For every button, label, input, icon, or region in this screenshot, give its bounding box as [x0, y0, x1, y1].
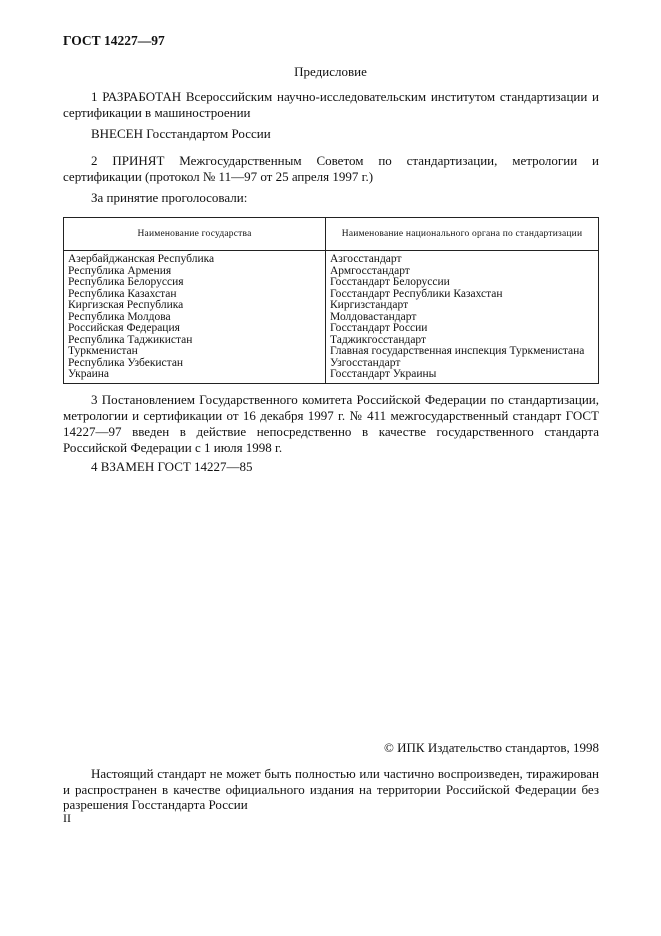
document-code: ГОСТ 14227—97 [63, 33, 165, 48]
column-header-national-body: Наименование национального органа по стандартизации [326, 218, 599, 251]
national-body-cell: Узгосстандарт [326, 358, 599, 370]
table-row [64, 369, 599, 383]
page-number: II [63, 811, 71, 825]
state-cell: Туркменистан [64, 346, 326, 358]
column-header-state: Наименование государства [64, 218, 326, 251]
table-row [64, 277, 599, 289]
paragraph-replaces: 4 ВЗАМЕН ГОСТ 14227—85 [91, 459, 253, 474]
national-body-cell: Армгосстандарт [326, 266, 599, 278]
national-body-cell: Таджикгосстандарт [326, 335, 599, 347]
national-body-cell: Главная государственная инспекция Туркменистана [326, 346, 599, 358]
national-body-cell: Госстандарт Республики Казахстан [326, 289, 599, 301]
paragraph-adopted-by: 2 ПРИНЯТ Межгосударственным Советом по стандартизации, метрологии и сертификации (протокол № 11—97 от 25 апреля 1997 г.) [63, 153, 599, 184]
state-cell: Республика Таджикистан [64, 335, 326, 347]
national-body-cell: Азгосстандарт [326, 251, 599, 266]
copyright-notice: © ИПК Издательство стандартов, 1998 [384, 740, 599, 755]
table-row [64, 251, 599, 266]
foreword-title: Предисловие [294, 64, 367, 79]
table-header-row [64, 218, 599, 251]
national-body-cell: Киргизстандарт [326, 300, 599, 312]
national-body-cell: Госстандарт Белоруссии [326, 277, 599, 289]
paragraph-introduced-by: ВНЕСЕН Госстандартом России [91, 126, 271, 141]
reproduction-notice: Настоящий стандарт не может быть полностью или частично воспроизведен, тиражирован и распространен в качестве официального издания на территории Российской Федерации без разрешения Госстандарта России [63, 766, 599, 812]
state-cell: Республика Казахстан [64, 289, 326, 301]
voting-states-table [63, 217, 599, 384]
national-body-cell: Госстандарт России [326, 323, 599, 335]
table-row [64, 346, 599, 358]
national-body-cell: Госстандарт Украины [326, 369, 599, 383]
state-cell: Республика Белоруссия [64, 277, 326, 289]
paragraph-developed-by: 1 РАЗРАБОТАН Всероссийским научно-исследовательским институтом стандартизации и сертификации в машиностроении [63, 89, 599, 120]
state-cell: Киргизская Республика [64, 300, 326, 312]
paragraph-resolution: 3 Постановлением Государственного комитета Российской Федерации по стандартизации, метрологии и сертификации от 16 декабря 1997 г. № 411 межгосударственный стандарт ГОСТ 14227—97 введен в действие непосредственно в качестве государственного стандарта Российской Федерации с 1 июля 1998 г. [63, 392, 599, 455]
state-cell: Республика Армения [64, 266, 326, 278]
state-cell: Республика Молдова [64, 312, 326, 324]
paragraph-voted-for: За принятие проголосовали: [91, 190, 248, 205]
state-cell: Республика Узбекистан [64, 358, 326, 370]
state-cell: Азербайджанская Республика [64, 251, 326, 266]
state-cell: Российская Федерация [64, 323, 326, 335]
national-body-cell: Молдовастандарт [326, 312, 599, 324]
state-cell: Украина [64, 369, 326, 383]
table-row [64, 323, 599, 335]
table-row [64, 300, 599, 312]
